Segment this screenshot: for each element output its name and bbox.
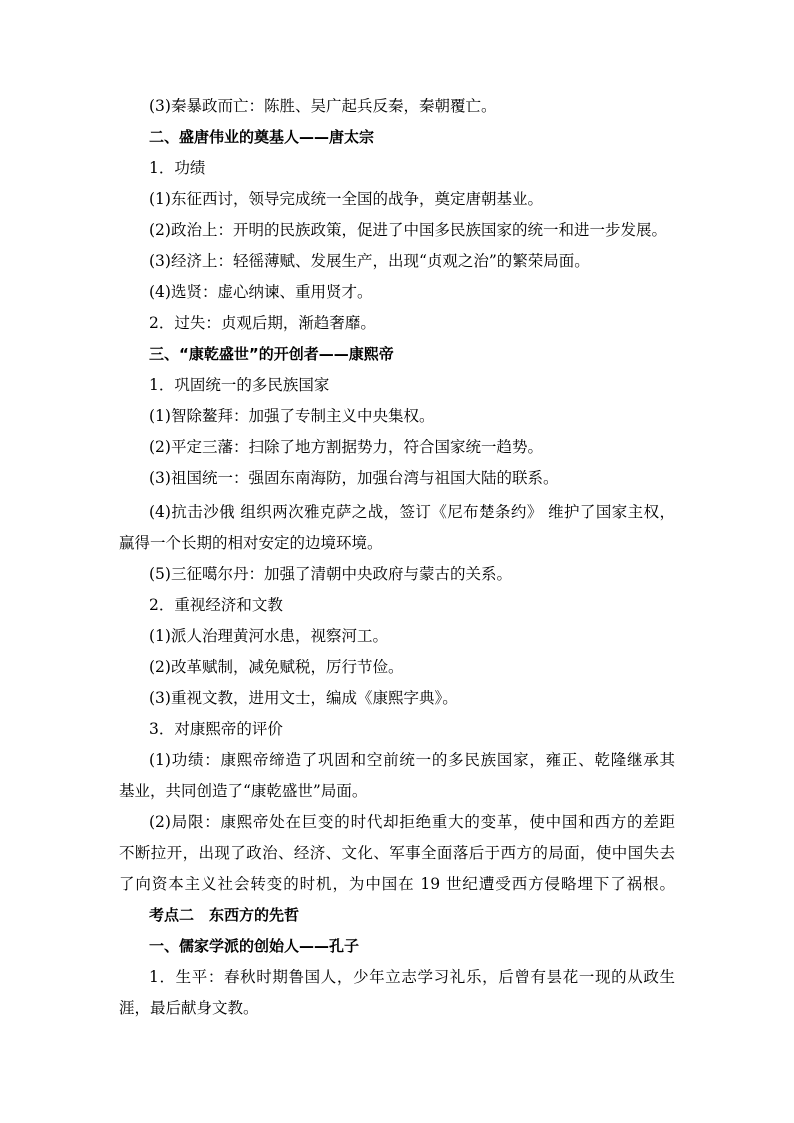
paragraph-line: (3)经济上：轻徭薄赋、发展生产，出现“贞观之治”的繁荣局面。 (149, 252, 590, 270)
section-heading: 二、盛唐伟业的奠基人——唐太宗 (149, 128, 375, 146)
paragraph-line: (4)抗击沙俄 组织两次雅克萨之战，签订《尼布楚条约》 维护了国家主权， (149, 503, 675, 521)
paragraph-line: (2)政治上：开明的民族政策，促进了中国多民族国家的统一和进一步发展。 (149, 221, 667, 239)
paragraph-line: (3)祖国统一：强固东南海防，加强台湾与祖国大陆的联系。 (149, 469, 559, 487)
subsection-heading: 3．对康熙帝的评价 (149, 720, 283, 738)
paragraph-line: 赢得一个长期的相对安定的边境环境。 (119, 534, 383, 552)
paragraph-line: 涯，最后献身文教。 (119, 999, 259, 1017)
subsection-heading: 2．重视经济和文教 (149, 596, 283, 614)
section-heading: 一、儒家学派的创始人——孔子 (149, 937, 360, 955)
section-heading: 考点二 东西方的先哲 (149, 906, 300, 924)
paragraph-line: 基业，共同创造了“康乾盛世”局面。 (119, 782, 368, 800)
paragraph-line: (2)局限：康熙帝处在巨变的时代却拒绝重大的变革，使中国和西方的差距 (149, 813, 675, 831)
paragraph-line: 了向资本主义社会转变的时机，为中国在 19 世纪遭受西方侵略埋下了祸根。 (119, 875, 675, 893)
paragraph-line: (3)秦暴政而亡：陈胜、吴广起兵反秦，秦朝覆亡。 (149, 97, 497, 115)
paragraph-line: (4)选贤：虚心纳谏、重用贤才。 (149, 283, 373, 301)
paragraph-line: (2)改革赋制，减免赋税，厉行节俭。 (149, 658, 404, 676)
paragraph-line: (5)三征噶尔丹：加强了清朝中央政府与蒙古的关系。 (149, 565, 512, 583)
subsection-heading: 1．巩固统一的多民族国家 (149, 376, 330, 394)
paragraph-line: (1)东征西讨，领导完成统一全国的战争，奠定唐朝基业。 (149, 190, 543, 208)
paragraph-line: 2．过失：贞观后期，渐趋奢靡。 (149, 314, 376, 332)
paragraph-line: (3)重视文教，进用文士，编成《康熙字典》。 (149, 689, 458, 707)
paragraph-line: (1)派人治理黄河水患，视察河工。 (149, 627, 388, 645)
subsection-heading: 1．功绩 (149, 159, 206, 177)
paragraph-line: (1)智除鳌拜：加强了专制主义中央集权。 (149, 407, 435, 425)
paragraph-line: 不断拉开，出现了政治、经济、文化、军事全面落后于西方的局面，使中国失去 (119, 844, 675, 862)
paragraph-line: (2)平定三藩：扫除了地方割据势力，符合国家统一趋势。 (149, 438, 543, 456)
paragraph-line: (1)功绩：康熙帝缔造了巩固和空前统一的多民族国家，雍正、乾隆继承其 (149, 751, 675, 769)
section-heading: 三、“康乾盛世”的开创者——康熙帝 (149, 345, 394, 363)
paragraph-line: 1．生平：春秋时期鲁国人，少年立志学习礼乐，后曾有昙花一现的从政生 (149, 968, 675, 986)
